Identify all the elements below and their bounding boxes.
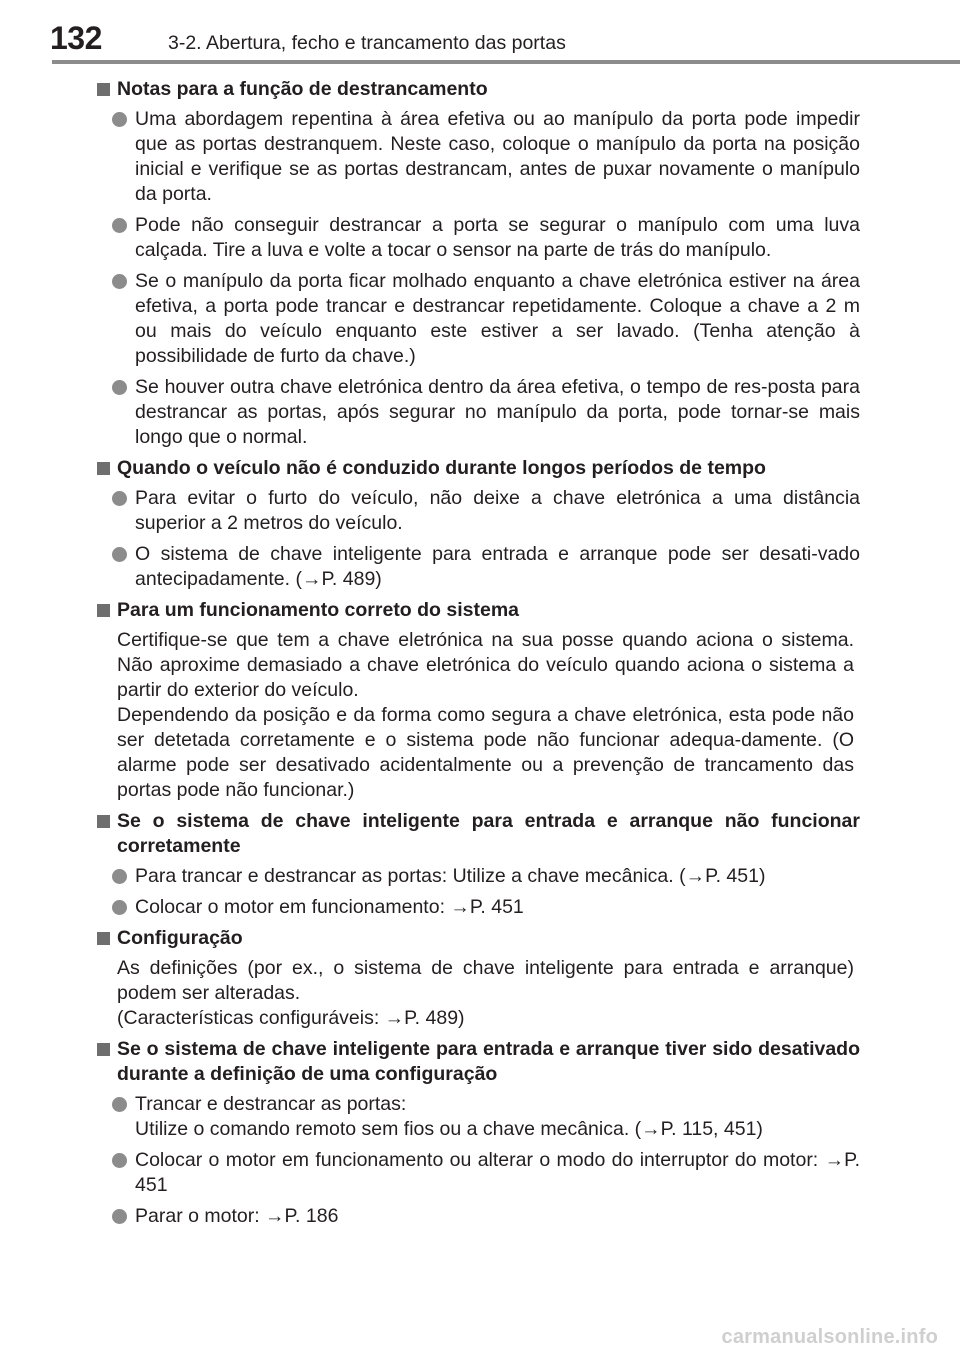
square-bullet-icon — [97, 83, 110, 96]
round-bullet-icon — [112, 112, 127, 127]
section-heading: Quando o veículo não é conduzido durante longos períodos de tempo — [97, 456, 860, 481]
section-correct-operation — [97, 598, 860, 803]
page-header — [0, 0, 960, 66]
list-item: Colocar o motor em funcionamento ou alterar o modo do interruptor do motor: →P. 451 — [97, 1148, 860, 1198]
section-heading: Notas para a função de destrancamento — [97, 77, 860, 102]
round-bullet-icon — [112, 1153, 127, 1168]
section-configuration — [97, 926, 860, 1031]
list-item: Para trancar e destrancar as portas: Utilize a chave mecânica. (→P. 451) — [97, 864, 860, 889]
section-heading: Configuração — [97, 926, 860, 951]
round-bullet-icon — [112, 491, 127, 506]
page-content — [97, 77, 860, 1235]
list-item: Pode não conseguir destrancar a porta se segurar o manípulo com uma luva calçada. Tire a luva e volte a tocar o sensor na parte de trás do manípulo. — [97, 213, 860, 263]
list-item: O sistema de chave inteligente para entrada e arranque pode ser desati-vado antecipadamente. (→P. 489) — [97, 542, 860, 592]
round-bullet-icon — [112, 1097, 127, 1112]
section-unlock-notes — [97, 77, 860, 450]
square-bullet-icon — [97, 604, 110, 617]
square-bullet-icon — [97, 815, 110, 828]
square-bullet-icon — [97, 932, 110, 945]
section-heading: Se o sistema de chave inteligente para entrada e arranque não funcionar corretamente — [97, 809, 860, 859]
round-bullet-icon — [112, 900, 127, 915]
round-bullet-icon — [112, 869, 127, 884]
round-bullet-icon — [112, 274, 127, 289]
page-number: 132 — [50, 20, 102, 56]
section-heading: Para um funcionamento correto do sistema — [97, 598, 860, 623]
list-item: Se o manípulo da porta ficar molhado enquanto a chave eletrónica estiver na área efetiva, a porta pode trancar e destrancar repetidamente. Coloque a chave a 2 m ou mais do veículo enquanto este estiver a ser lavado. (Tenha atenção à possibilidade de furto da chave.) — [97, 269, 860, 369]
round-bullet-icon — [112, 218, 127, 233]
square-bullet-icon — [97, 1043, 110, 1056]
square-bullet-icon — [97, 462, 110, 475]
list-item: Se houver outra chave eletrónica dentro da área efetiva, o tempo de res-posta para destrancar as portas, após segurar no manípulo da porta, pode tornar-se mais longo que o normal. — [97, 375, 860, 450]
section-not-working — [97, 809, 860, 920]
header-rule — [52, 60, 960, 64]
chapter-title: 3-2. Abertura, fecho e trancamento das portas — [168, 32, 566, 54]
round-bullet-icon — [112, 547, 127, 562]
paragraph: As definições (por ex., o sistema de chave inteligente para entrada e arranque) podem ser alteradas. (Características configuráveis: →P. 489) — [117, 957, 854, 1029]
section-deactivated — [97, 1037, 860, 1229]
list-item: Para evitar o furto do veículo, não deixe a chave eletrónica a uma distância superior a 2 metros do veículo. — [97, 486, 860, 536]
watermark: carmanualsonline.info — [721, 1326, 938, 1348]
paragraph: Certifique-se que tem a chave eletrónica na sua posse quando aciona o sistema. Não aproxime demasiado a chave eletrónica do veículo quando aciona o sistema a partir do exterior do veículo. Dependendo da posição e da forma como segura a chave eletrónica, esta pode não ser detetada corretamente e o sistema pode não funcionar adequa-damente. (O alarme pode ser desativado acidentalmente ou a prevenção de trancamento das portas pode não funcionar.) — [117, 629, 854, 801]
list-item: Uma abordagem repentina à área efetiva ou ao manípulo da porta pode impedir que as portas destranquem. Neste caso, coloque o manípulo da porta na posição inicial e verifique se as portas destrancam, antes de puxar novamente o manípulo da porta. — [97, 107, 860, 207]
list-item: Trancar e destrancar as portas: Utilize o comando remoto sem fios ou a chave mecânica. (→P. 115, 451) — [97, 1092, 860, 1142]
round-bullet-icon — [112, 380, 127, 395]
section-long-periods — [97, 456, 860, 592]
list-item: Parar o motor: →P. 186 — [97, 1204, 860, 1229]
round-bullet-icon — [112, 1209, 127, 1224]
section-heading: Se o sistema de chave inteligente para entrada e arranque tiver sido desativado durante a definição de uma configuração — [97, 1037, 860, 1087]
list-item: Colocar o motor em funcionamento: →P. 451 — [97, 895, 860, 920]
